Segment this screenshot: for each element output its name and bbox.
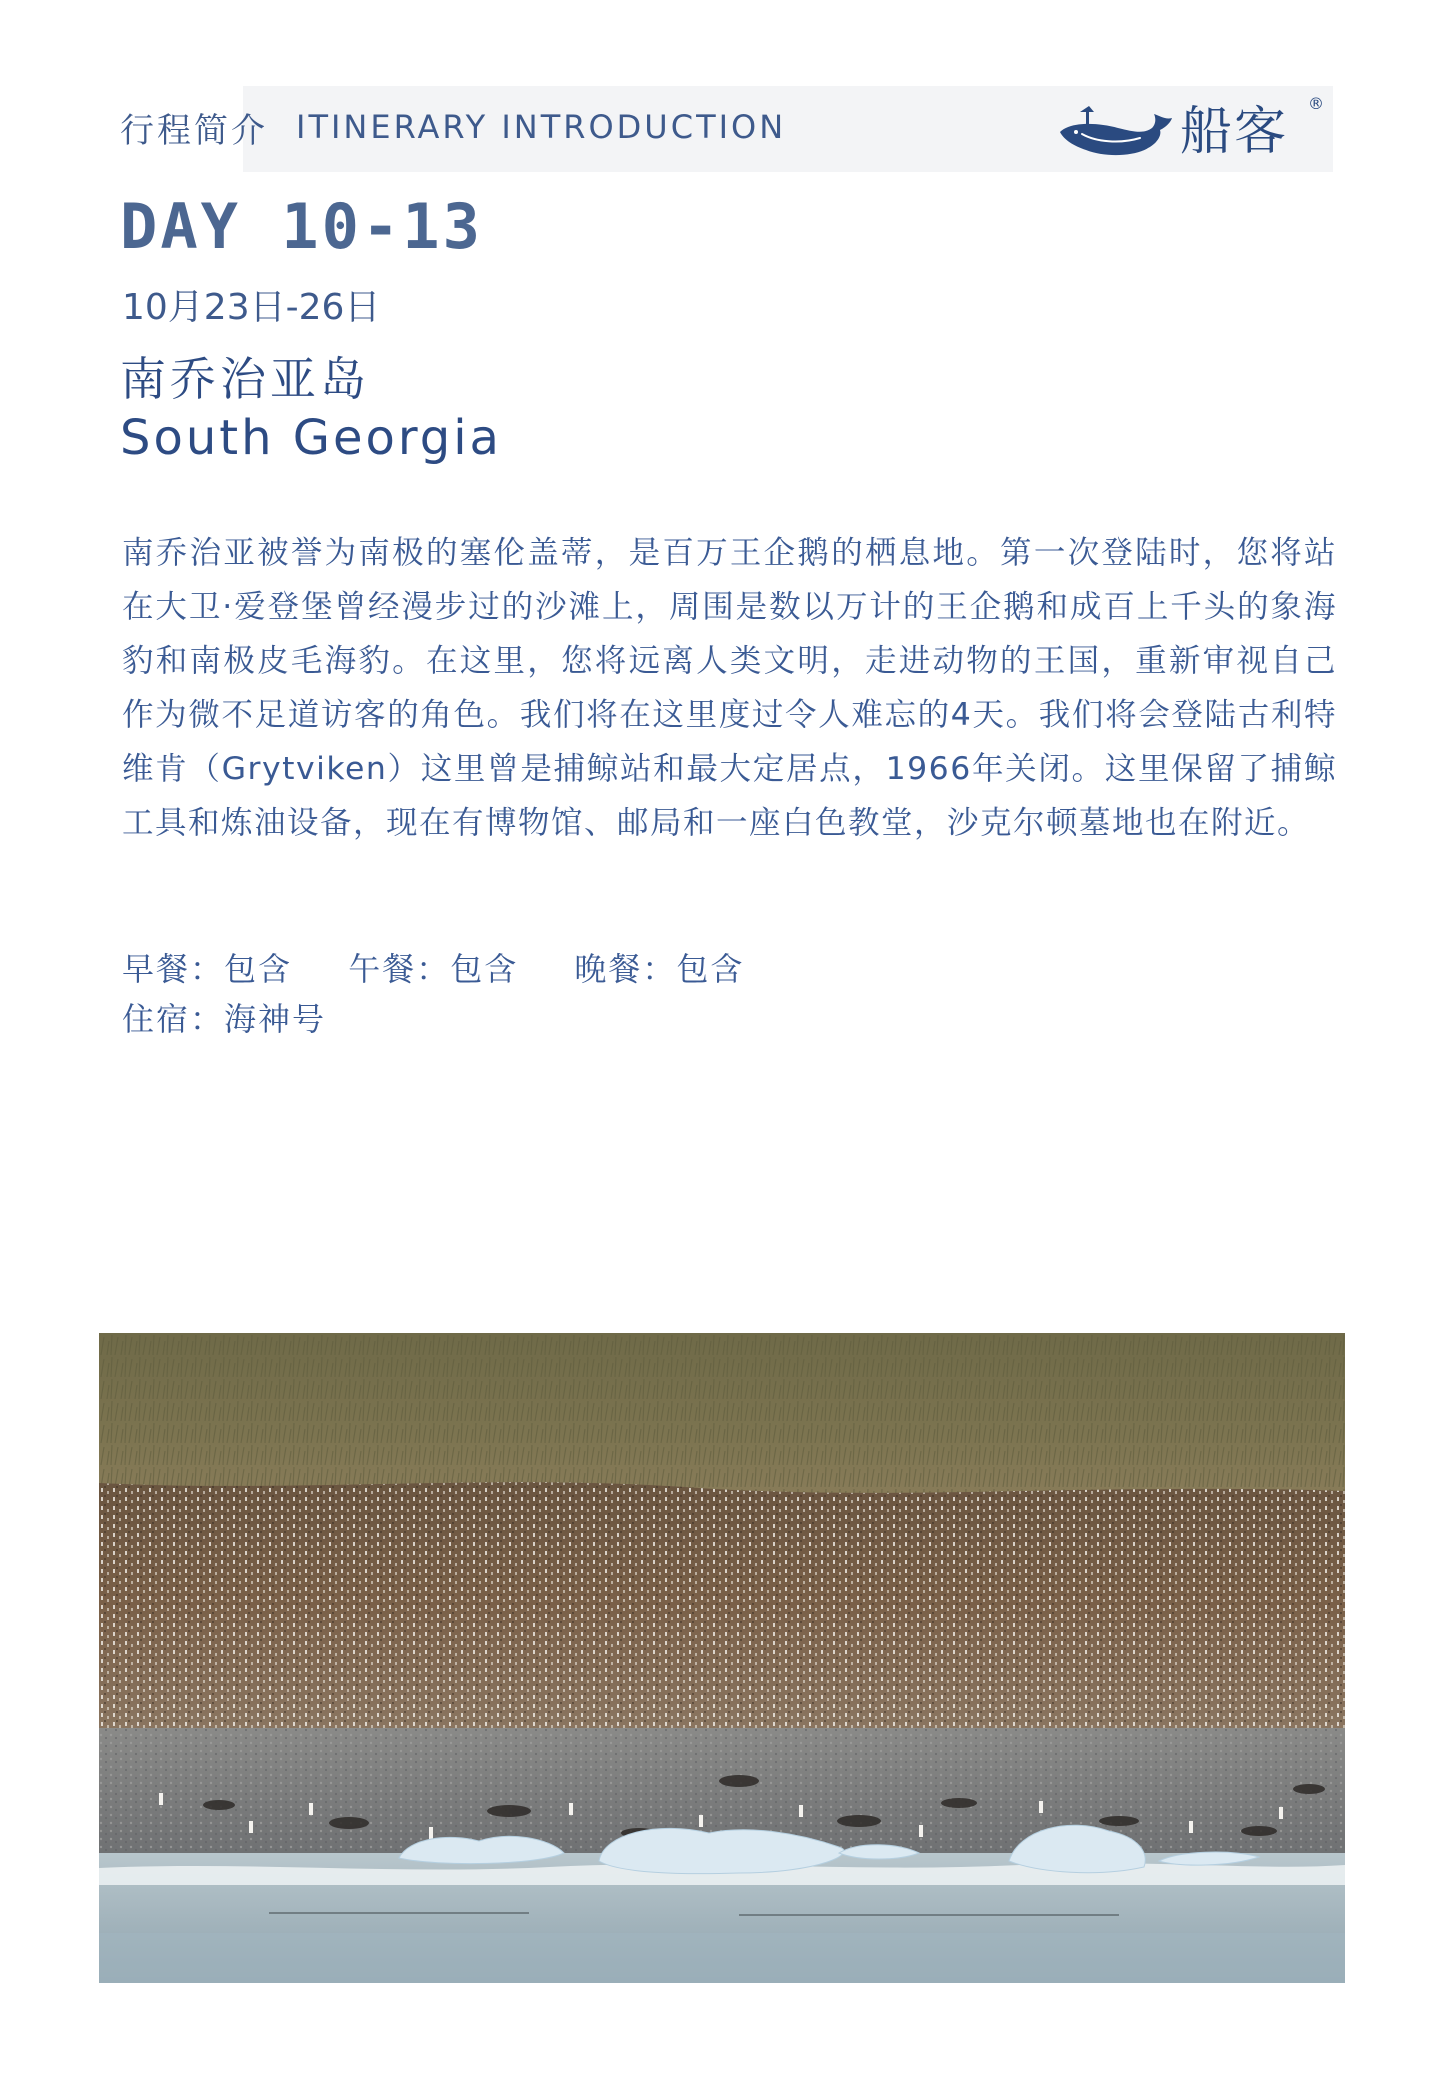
registered-mark: ® xyxy=(1308,94,1324,113)
dinner-info: 晚餐：包含 xyxy=(574,950,745,988)
breakfast-info: 早餐：包含 xyxy=(122,950,293,988)
whale-icon xyxy=(1056,104,1178,160)
meals-info xyxy=(122,944,788,994)
penguin-colony-image xyxy=(99,1333,1345,1983)
place-name-cn: 南乔治亚岛 xyxy=(120,352,370,406)
place-name-en: South Georgia xyxy=(120,410,502,466)
day-range: DAY 10-13 xyxy=(120,190,483,263)
section-header xyxy=(120,102,786,152)
logo-text: 船客 xyxy=(1180,102,1289,162)
lodging-info: 住宿：海神号 xyxy=(122,1000,327,1038)
penguin-colony-photo xyxy=(99,1333,1345,1983)
header-title-cn: 行程简介 xyxy=(120,110,268,151)
brand-logo xyxy=(1056,94,1326,170)
lunch-info: 午餐：包含 xyxy=(348,950,519,988)
date-range: 10月23日-26日 xyxy=(122,287,381,328)
header-title-en: ITINERARY INTRODUCTION xyxy=(296,108,787,146)
itinerary-description: 南乔治亚被誉为南极的塞伦盖蒂，是百万王企鹅的栖息地。第一次登陆时，您将站在大卫·爱登堡曾经漫步过的沙滩上，周围是数以万计的王企鹅和成百上千头的象海豹和南极皮毛海豹。在这里，您将远离人类文明，走进动物的王国，重新审视自己作为微不足道访客的角色。我们将在这里度过令人难忘的4天。我们将会登陆古利特维肯（Grytviken）这里曾是捕鲸站和最大定居点，1966年关闭。这里保留了捕鲸工具和炼油设备，现在有博物馆、邮局和一座白色教堂，沙克尔顿墓地也在附近。 xyxy=(122,535,1337,841)
